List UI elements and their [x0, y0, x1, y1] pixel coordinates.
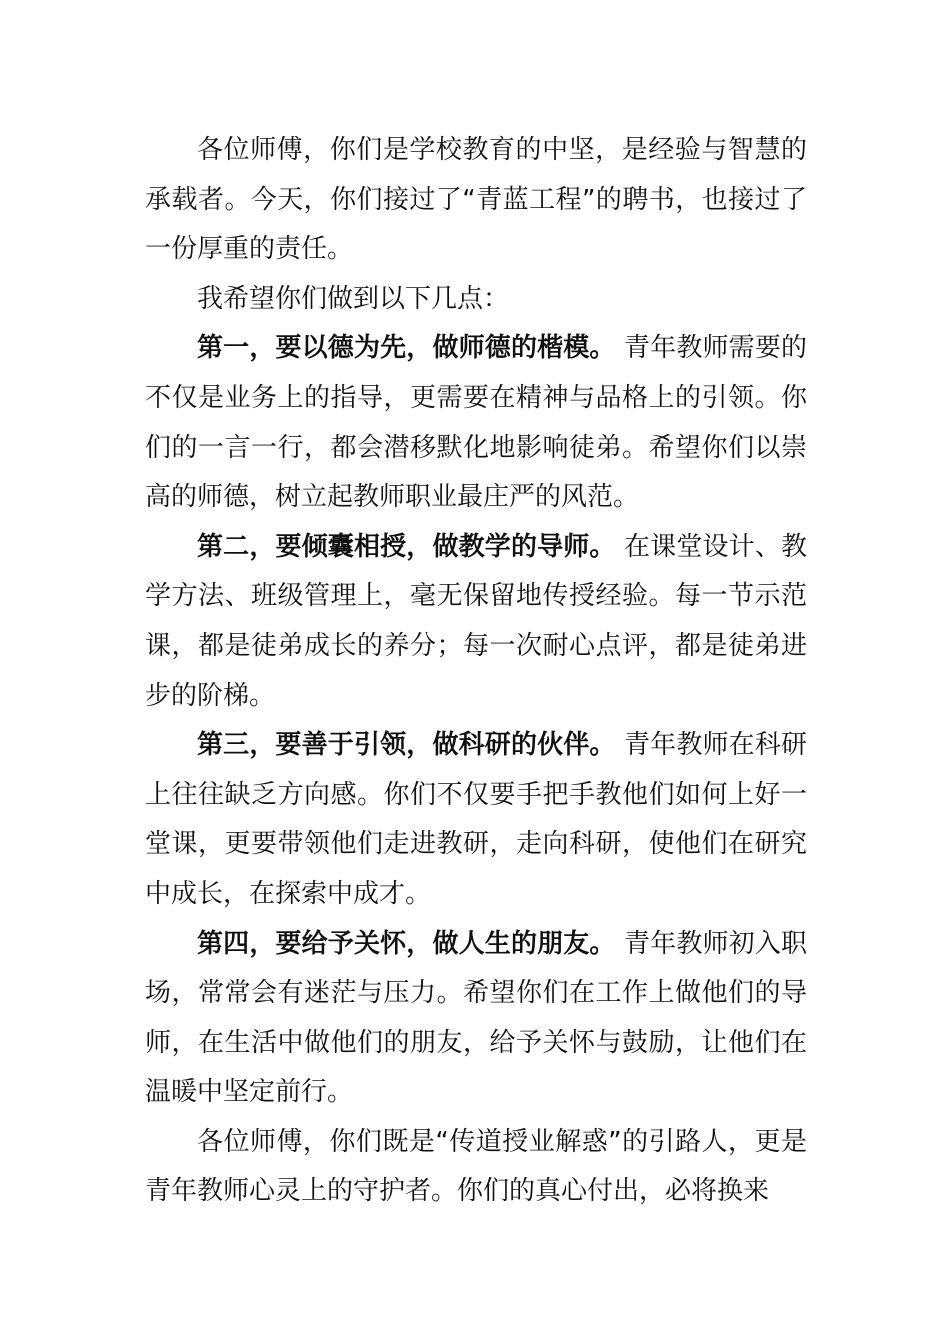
paragraph-lead: 第三，要善于引领，做科研的伙伴。 — [197, 730, 616, 761]
paragraph-text: 青年教师在科研上往往缺乏方向感。你们不仅要手把手教他们如何上好一堂课，更要带领他们走进教研，走向科研，使他们在研究中成长，在探索中成才。 — [145, 730, 807, 909]
paragraph-text: 各位师傅，你们是学校教育的中坚，是经验与智慧的承载者。今天，你们接过了“青蓝工程”的聘书，也接过了一份厚重的责任。 — [145, 135, 807, 265]
paragraph-point-4 — [145, 920, 807, 1118]
paragraph-text: 青年教师初入职场，常常会有迷茫与压力。希望你们在工作上做他们的导师，在生活中做他们的朋友，给予关怀与鼓励，让他们在温暖中坚定前行。 — [145, 928, 807, 1108]
paragraph-point-3 — [145, 721, 807, 919]
paragraph-lead: 第四，要给予关怀，做人生的朋友。 — [197, 928, 616, 959]
paragraph-lead: 第二，要倾囊相授，做教学的导师。 — [197, 531, 616, 562]
document-body — [145, 126, 807, 1217]
paragraph-text: 我希望你们做到以下几点： — [197, 283, 510, 314]
paragraph-lead: 第一，要以德为先，做师德的楷模。 — [197, 333, 616, 364]
paragraph-intro — [145, 275, 807, 325]
paragraph-text: 在课堂设计、教学方法、班级管理上，毫无保留地传授经验。每一节示范课，都是徒弟成长的养分；每一次耐心点评，都是徒弟进步的阶梯。 — [145, 531, 807, 711]
paragraph-text: 各位师傅，你们既是“传道授业解惑”的引路人，更是青年教师心灵上的守护者。你们的真心付出，必将换来 — [145, 1126, 807, 1207]
paragraph-point-2 — [145, 523, 807, 721]
paragraph-opening — [145, 126, 807, 275]
paragraph-closing — [145, 1118, 807, 1217]
paragraph-text: 青年教师需要的不仅是业务上的指导，更需要在精神与品格上的引领。你们的一言一行，都会潜移默化地影响徒弟。希望你们以崇高的师德，树立起教师职业最庄严的风范。 — [145, 333, 807, 513]
paragraph-point-1 — [145, 324, 807, 522]
